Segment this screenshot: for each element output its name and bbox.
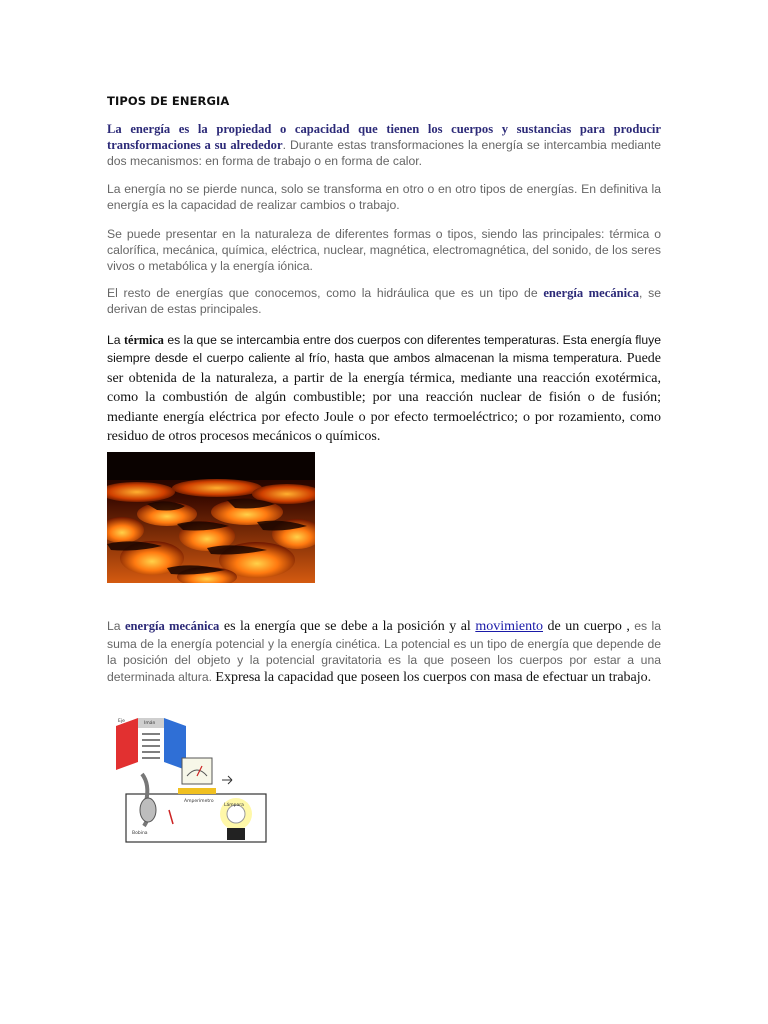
term-energia-mecanica: energía mecánica [543, 286, 640, 300]
page-title: TIPOS DE ENERGIA [107, 94, 230, 108]
movimiento-link[interactable]: movimiento [475, 619, 543, 634]
derived-text-end: , se derivan de estas principales. [107, 286, 661, 317]
term-termica: térmica [123, 333, 164, 347]
paragraph-conservation: La energía no se pierde nunca, solo se transforma en otro o en otro tipos de energías. En definitiva la energía es la capacidad de realizar cambios o trabajo. [107, 182, 661, 213]
mechanical-pre: La [107, 619, 125, 633]
generator-circuit-illustration [112, 714, 277, 854]
generator-diagram-image [112, 714, 277, 854]
paragraph-forms: Se puede presentar en la naturaleza de diferentes formas o tipos, siendo las principales: térmica o calorífica, mecánica, química, eléctrica, nuclear, magnética, electromagnética, del sonido, de los seres vivos o metabólica y la energía iónica. [107, 227, 661, 274]
label-iman: Imán [144, 721, 156, 726]
paragraph-thermal [107, 331, 661, 446]
hot-coals-image [107, 452, 315, 583]
label-amperimetro: Amperímetro [184, 799, 214, 804]
mechanical-after-link: de un cuerpo , [543, 619, 630, 634]
label-bobina: Bobina [132, 831, 148, 836]
paragraph-mechanical [107, 618, 661, 686]
definition-lead: La energía es la propiedad o capacidad que tienen los cuerpos y sustancias para producir transformaciones a su alrededor [107, 122, 661, 153]
hot-coals-illustration [107, 452, 315, 583]
thermal-pre: La [107, 333, 124, 347]
label-eje: Eje [118, 719, 125, 724]
mechanical-dark-text: Expresa la capacidad que poseen los cuerpos con masa de efectuar un trabajo. [215, 669, 652, 685]
derived-text: El resto de energías que conocemos, como la hidráulica que es un tipo de [107, 286, 544, 300]
paragraph-derived [107, 285, 661, 317]
thermal-sans-text: es la que se intercambia entre dos cuerpos con diferentes temperaturas. Esta energía fluye siempre desde el cuerpo caliente al frío, hasta que ambos almacenan la misma temperatura. [107, 333, 661, 366]
thermal-serif-text: Puede ser obtenida de la naturaleza, a partir de la energía térmica, mediante una reacción exotérmica, como la combustión de algún combustible; por una reacción nuclear de fisión o de fusión; mediante energía eléctrica por efecto Joule o por efecto termoeléctrico; o por rozamiento, como residuo de otros procesos mecánicos o químicos. [107, 351, 661, 445]
mechanical-serif-text: es la energía que se debe a la posición y al [219, 619, 476, 634]
definition-rest: . Durante estas transformaciones la energía se intercambia mediante dos mecanismos: en forma de trabajo o en forma de calor. [107, 138, 661, 169]
paragraph-definition [107, 121, 661, 170]
term-energia-mecanica-2: energía mecánica [124, 619, 220, 633]
mechanical-gray-text: es la suma de la energía potencial y la energía cinética. La potencial es un tipo de energía que depende de la posición del objeto y la potencial gravitatoria es la que poseen los cuerpos por estar a una determinada altura. [107, 619, 661, 684]
label-lampara: Lámpara [224, 803, 244, 808]
